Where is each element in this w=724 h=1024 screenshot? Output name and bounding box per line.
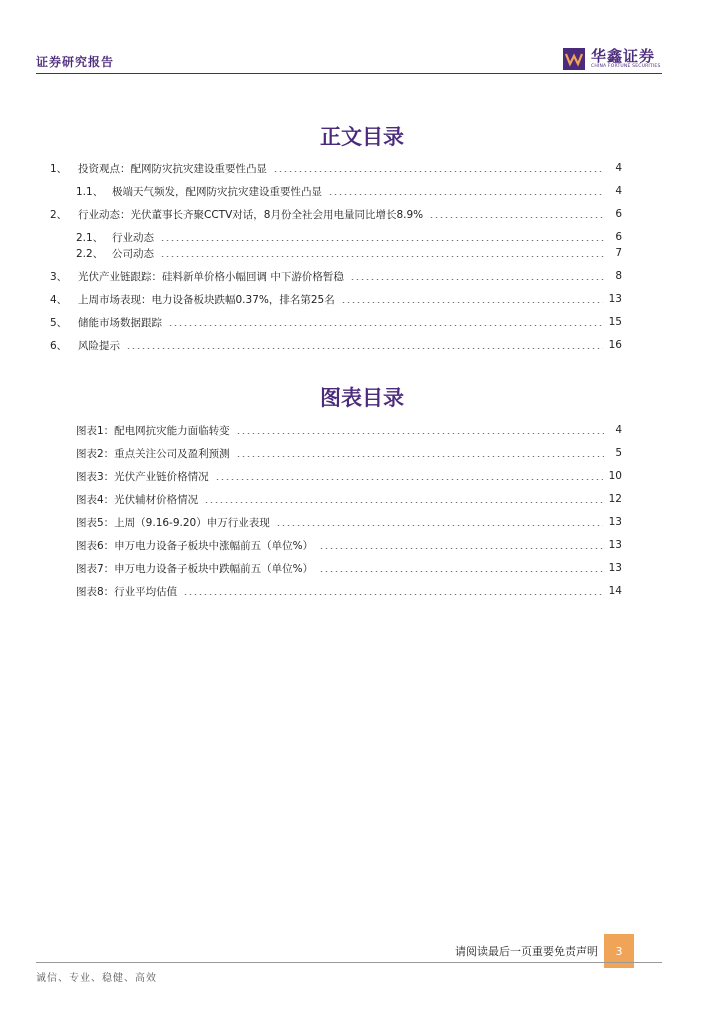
dot-leader (319, 564, 602, 572)
figure-entry-title: 图表2：重点关注公司及盈利预测 (76, 447, 230, 460)
figure-entry[interactable] (76, 537, 622, 553)
toc-entry-page: 13 (608, 293, 622, 305)
toc-entry-number: 4、 (50, 293, 68, 306)
page-number-badge: 3 (604, 934, 634, 968)
figure-entry[interactable] (76, 445, 622, 461)
toc-entry-number: 1、 (50, 162, 68, 175)
figure-entry-title: 图表1：配电网抗灾能力面临转变 (76, 424, 230, 437)
toc-entry-page: 4 (615, 162, 622, 174)
figure-entry-title: 图表8：行业平均估值 (76, 585, 178, 598)
figure-entry-page: 13 (608, 516, 622, 528)
toc-entry-page: 15 (608, 316, 622, 328)
figure-entry[interactable] (76, 583, 622, 599)
dot-leader (429, 210, 604, 218)
toc-entry-title: 行业动态 (112, 231, 154, 244)
figure-entry-title: 图表7：申万电力设备子板块中跌幅前五（单位%） (76, 562, 314, 575)
toc-entry-number: 2.2、 (76, 247, 104, 260)
toc-entry[interactable] (76, 245, 622, 261)
figure-entry-title: 图表5：上周（9.16-9.20）申万行业表现 (76, 516, 270, 529)
figure-entry[interactable] (76, 491, 622, 507)
figure-entry-page: 5 (615, 447, 622, 459)
toc-entry-number: 3、 (50, 270, 68, 283)
dot-leader (168, 318, 603, 326)
dot-leader (126, 341, 603, 349)
dot-leader (236, 426, 604, 434)
dot-leader (236, 449, 604, 457)
dot-leader (183, 587, 602, 595)
figure-list-heading: 图表目录 (320, 385, 404, 410)
header-divider (36, 73, 662, 74)
toc-entry-page: 4 (615, 185, 622, 197)
company-name-cn: 华鑫证券 (591, 47, 656, 65)
company-logo-icon (563, 48, 585, 70)
company-logo (563, 46, 661, 72)
toc-entry-number: 5、 (50, 316, 68, 329)
toc-entry-number: 2.1、 (76, 231, 104, 244)
dot-leader (204, 495, 602, 503)
figure-entry[interactable] (76, 422, 622, 438)
toc-entry[interactable] (50, 291, 622, 307)
figure-entry[interactable] (76, 468, 622, 484)
figure-entry-page: 13 (608, 539, 622, 551)
figure-entry-page: 14 (608, 585, 622, 597)
toc-entry[interactable] (50, 268, 622, 284)
dot-leader (328, 187, 604, 195)
dot-leader (276, 518, 603, 526)
toc-entry-title: 光伏产业链跟踪：硅料新单价格小幅回调 中下游价格暂稳 (78, 270, 344, 283)
figure-entry-page: 10 (608, 470, 622, 482)
toc-entry-title: 公司动态 (112, 247, 154, 260)
dot-leader (319, 541, 602, 549)
toc-entry-number: 1.1、 (76, 185, 104, 198)
toc-entry-page: 8 (615, 270, 622, 282)
toc-entry-title: 投资观点：配网防灾抗灾建设重要性凸显 (78, 162, 267, 175)
dot-leader (160, 233, 604, 241)
dot-leader (341, 295, 603, 303)
toc-entry-title: 储能市场数据跟踪 (78, 316, 162, 329)
toc-entry-number: 2、 (50, 208, 68, 221)
toc-entry[interactable] (50, 314, 622, 330)
toc-entry[interactable] (76, 183, 622, 199)
toc-entry-page: 16 (608, 339, 622, 351)
footer-divider (36, 962, 662, 963)
figure-entry-page: 4 (615, 424, 622, 436)
toc-entry-title: 行业动态：光伏董事长齐聚CCTV对话，8月份全社会用电量同比增长8.9% (78, 208, 424, 221)
toc-entry-page: 6 (615, 208, 622, 220)
company-name-en: CHINA FORTUNE SECURITIES (591, 64, 661, 69)
figure-entry[interactable] (76, 560, 622, 576)
footer-slogan: 诚信、专业、稳健、高效 (36, 973, 157, 984)
figure-entry[interactable] (76, 514, 622, 530)
dot-leader (215, 472, 603, 480)
dot-leader (160, 249, 604, 257)
report-type-label: 证券研究报告 (36, 55, 115, 69)
figure-entry-page: 12 (608, 493, 622, 505)
toc-entry[interactable] (50, 160, 622, 176)
disclaimer-notice: 请阅读最后一页重要免责声明 (455, 945, 598, 958)
figure-entry-page: 13 (608, 562, 622, 574)
toc-entry-title: 极端天气频发，配网防灾抗灾建设重要性凸显 (112, 185, 322, 198)
figure-entry-title: 图表3：光伏产业链价格情况 (76, 470, 209, 483)
figure-entry-title: 图表4：光伏辅材价格情况 (76, 493, 199, 506)
toc-entry-page: 7 (615, 247, 622, 259)
dot-leader (350, 272, 604, 280)
dot-leader (273, 164, 604, 172)
toc-entry[interactable] (50, 337, 622, 353)
toc-entry-number: 6、 (50, 339, 68, 352)
toc-entry[interactable] (50, 206, 622, 222)
toc-entry[interactable] (76, 229, 622, 245)
toc-entry-title: 上周市场表现：电力设备板块跌幅0.37%，排名第25名 (78, 293, 335, 306)
toc-entry-page: 6 (615, 231, 622, 243)
figure-entry-title: 图表6：申万电力设备子板块中涨幅前五（单位%） (76, 539, 314, 552)
toc-entry-title: 风险提示 (78, 339, 120, 352)
toc-heading: 正文目录 (320, 124, 404, 149)
